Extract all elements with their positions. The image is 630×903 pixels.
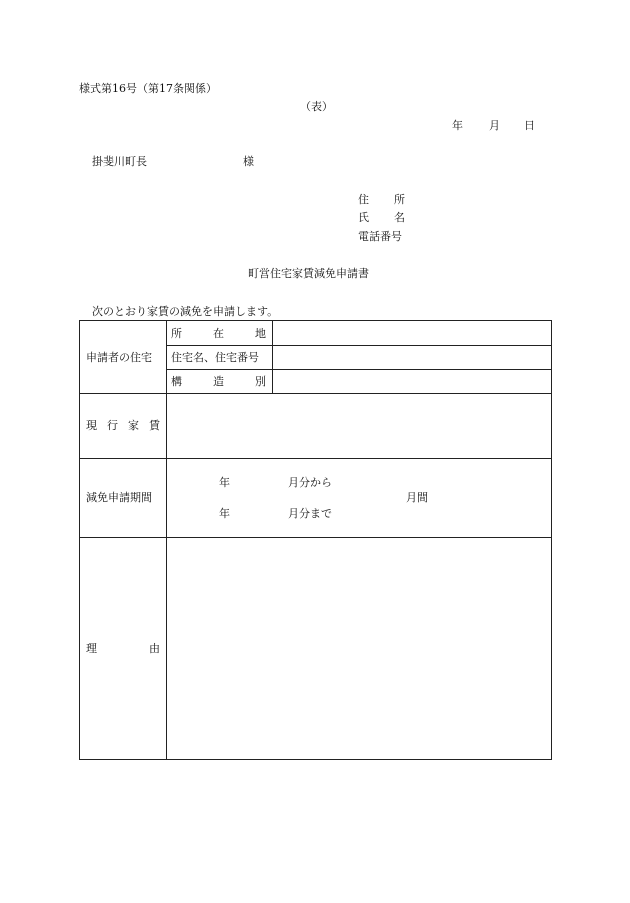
applicant-phone-label: 電話番号: [358, 230, 402, 243]
location-char: 在: [213, 327, 224, 340]
current-rent-char: 家: [128, 419, 139, 432]
date-day: 日: [524, 119, 535, 132]
current-rent-char: 現: [86, 419, 97, 432]
reason-label: [86, 643, 160, 654]
table-divider: [80, 537, 551, 538]
period-months: 月間: [406, 491, 428, 504]
name-char: 名: [394, 211, 405, 224]
date-month: 月: [489, 119, 500, 132]
structure-label: [171, 376, 266, 387]
side-label: （表）: [300, 100, 333, 113]
address-char: 住: [358, 193, 369, 206]
current-rent-label: [86, 420, 160, 431]
form-number: 様式第16号（第17条関係）: [79, 82, 217, 95]
housing-name-label: 住宅名、住宅番号: [171, 351, 259, 364]
current-rent-char: 行: [107, 419, 118, 432]
period-from-year: 年: [219, 476, 230, 489]
applicant-name-label: [358, 212, 405, 223]
document-title: 町営住宅家賃減免申請書: [248, 267, 369, 280]
intro-text: 次のとおり家賃の減免を申請します。: [92, 305, 279, 318]
application-table: [79, 320, 552, 760]
current-rent-char: 賃: [149, 419, 160, 432]
residence-label: 申請者の住宅: [86, 351, 152, 364]
period-label: 減免申請期間: [86, 491, 152, 504]
name-char: 氏: [358, 211, 369, 224]
location-char: 地: [255, 327, 266, 340]
table-divider: [80, 458, 551, 459]
address-char: 所: [394, 193, 405, 206]
reason-char: 由: [149, 642, 160, 655]
applicant-address-label: [358, 194, 405, 205]
structure-char: 別: [255, 375, 266, 388]
period-to-month: 月分まで: [288, 507, 332, 520]
location-label: [171, 328, 266, 339]
table-divider: [272, 321, 273, 393]
date-year: 年: [452, 119, 463, 132]
table-divider: [80, 393, 551, 394]
location-char: 所: [171, 327, 182, 340]
period-to-year: 年: [219, 507, 230, 520]
reason-char: 理: [86, 642, 97, 655]
period-from-month: 月分から: [288, 476, 332, 489]
date-line: [452, 120, 542, 132]
addressee-name: 掛斐川町長: [92, 155, 147, 168]
table-divider: [166, 321, 167, 759]
structure-char: 構: [171, 375, 182, 388]
addressee-honorific: 様: [243, 155, 254, 168]
table-divider: [166, 369, 551, 370]
structure-char: 造: [213, 375, 224, 388]
table-divider: [166, 345, 551, 346]
